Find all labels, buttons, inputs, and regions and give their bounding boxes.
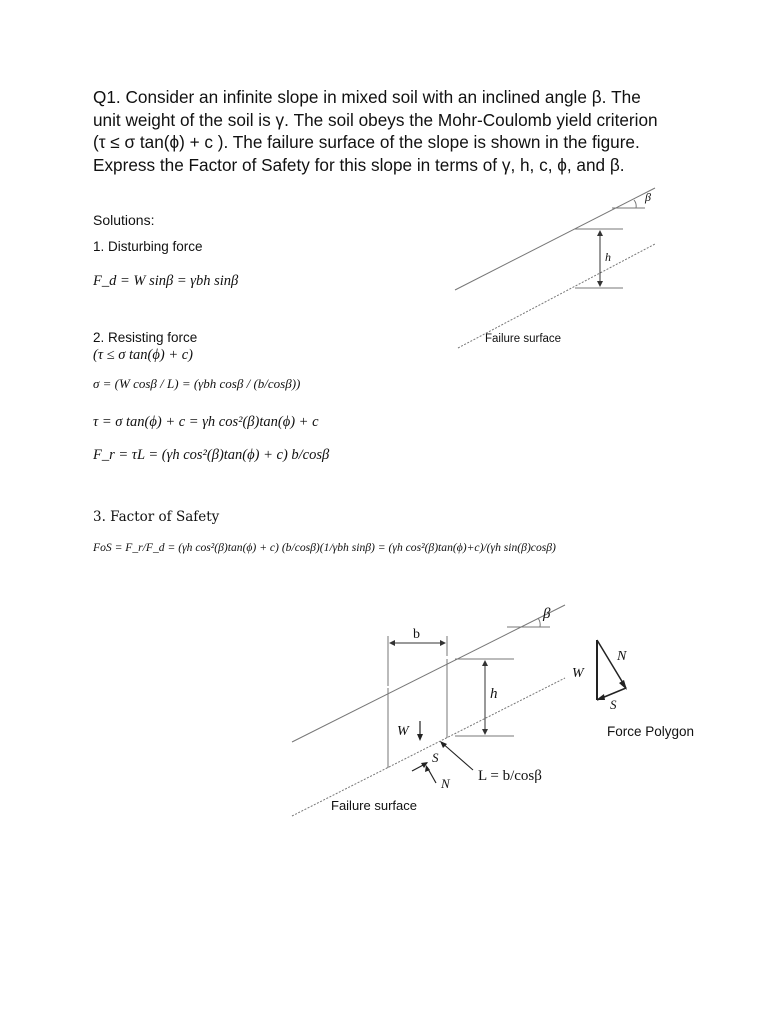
figure1-failure-surface-label: Failure surface (485, 333, 562, 345)
step2-sigma-equation: σ = (W cosβ / L) = (γbh cosβ / (b/cosβ)) (93, 376, 301, 391)
solutions-heading: Solutions: (93, 212, 155, 228)
figure2-b-label: b (413, 627, 420, 642)
figure2-h-label: h (490, 686, 498, 702)
length-leader-line (441, 742, 473, 770)
step3-title: 3. Factor of Safety (93, 509, 220, 525)
figure2-w-label: W (397, 724, 409, 739)
question-line-2: unit weight of the soil is γ. The soil obeys the Mohr-Coulomb yield criterion (93, 109, 658, 130)
figure2-n-label: N (441, 776, 450, 791)
failure-surface-line (292, 678, 565, 816)
polygon-s-label: S (610, 697, 617, 712)
figure2-s-label: S (432, 750, 439, 765)
b-arrow-left (389, 640, 395, 646)
step3-fos-equation: FoS = F_r/F_d = (γh cos²(β)tan(ϕ) + c) (b/cosβ)(1/γbh sinβ) = (γh cos²(β)tan(ϕ)+c)/(γh sin(β)cosβ) (93, 541, 556, 554)
ground-surface-line (292, 605, 565, 742)
h-arrow-bottom (482, 729, 488, 735)
h-arrow-top (482, 660, 488, 666)
step1-equation: F_d = W sinβ = γbh sinβ (93, 273, 239, 289)
step2-criterion: (τ ≤ σ tan(ϕ) + c) (93, 347, 193, 363)
step2-tau-equation: τ = σ tan(ϕ) + c = γh cos²(β)tan(ϕ) + c (93, 414, 319, 430)
figure1-h-label: h (605, 250, 611, 264)
question-line-1: Q1. Consider an infinite slope in mixed soil with an inclined angle β. The (93, 87, 641, 107)
step2-fr-equation: F_r = τL = (γh cos²(β)tan(ϕ) + c) b/cosβ (93, 447, 330, 463)
step2-title: 2. Resisting force (93, 330, 198, 345)
figure2-failure-surface-label: Failure surface (331, 798, 417, 813)
question-line-4: Express the Factor of Safety for this slope in terms of γ, h, c, ϕ, and β. (93, 154, 625, 175)
beta-angle-arc (538, 618, 540, 627)
figure1-beta-label: β (645, 190, 651, 204)
question-line-3: (τ ≤ σ tan(ϕ) + c ). The failure surface of the slope is shown in the figure. (93, 132, 640, 153)
weight-arrow-head (417, 734, 423, 741)
polygon-n-label: N (617, 649, 627, 664)
figure2-length-label: L = b/cosβ (478, 768, 542, 784)
polygon-w-label: W (572, 666, 584, 681)
b-arrow-right (440, 640, 446, 646)
figure2-beta-label: β (543, 606, 551, 622)
force-polygon-caption: Force Polygon (607, 724, 695, 739)
step1-title: 1. Disturbing force (93, 239, 203, 254)
